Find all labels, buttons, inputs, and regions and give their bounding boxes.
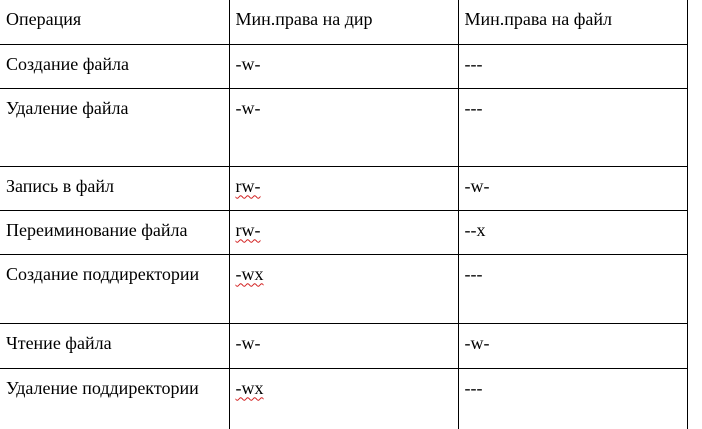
table-row xyxy=(0,210,687,254)
spellcheck-flagged-text[interactable]: -wx xyxy=(235,377,264,398)
header-cell-dir-permissions[interactable]: Мин.права на дир xyxy=(229,0,458,44)
header-cell-file-permissions[interactable]: Мин.права на файл xyxy=(458,0,687,44)
header-row xyxy=(0,0,687,44)
table-row xyxy=(0,166,687,210)
dir-permission-cell[interactable]: -w- xyxy=(229,88,458,166)
file-permission-cell[interactable]: --- xyxy=(458,254,687,323)
operation-cell[interactable]: Переиминование файла xyxy=(0,210,229,254)
spellcheck-flagged-text[interactable]: -wx xyxy=(235,263,264,284)
table-row xyxy=(0,368,687,429)
table-row xyxy=(0,323,687,368)
file-permission-cell[interactable]: --x xyxy=(458,210,687,254)
operation-cell[interactable]: Чтение файла xyxy=(0,323,229,368)
spellcheck-flagged-text[interactable]: rw- xyxy=(235,175,261,196)
dir-permission-cell[interactable]: -w- xyxy=(229,323,458,368)
dir-permission-cell[interactable] xyxy=(229,368,458,429)
dir-permission-cell[interactable] xyxy=(229,254,458,323)
spellcheck-flagged-text[interactable]: rw- xyxy=(235,219,261,240)
table-row xyxy=(0,88,687,166)
dir-permission-cell[interactable] xyxy=(229,166,458,210)
header-cell-operation[interactable]: Операция xyxy=(0,0,229,44)
operation-cell[interactable]: Создание файла xyxy=(0,44,229,88)
file-permission-cell[interactable]: --- xyxy=(458,368,687,429)
file-permission-cell[interactable]: -w- xyxy=(458,323,687,368)
file-permission-cell[interactable]: --- xyxy=(458,88,687,166)
dir-permission-cell[interactable]: -w- xyxy=(229,44,458,88)
operation-cell[interactable]: Запись в файл xyxy=(0,166,229,210)
table-row xyxy=(0,254,687,323)
file-permission-cell[interactable]: --- xyxy=(458,44,687,88)
dir-permission-cell[interactable] xyxy=(229,210,458,254)
operation-cell[interactable]: Создание поддиректории xyxy=(0,254,229,323)
operation-cell[interactable]: Удаление поддиректории xyxy=(0,368,229,429)
table-row xyxy=(0,44,687,88)
file-permission-cell[interactable]: -w- xyxy=(458,166,687,210)
operation-cell[interactable]: Удаление файла xyxy=(0,88,229,166)
